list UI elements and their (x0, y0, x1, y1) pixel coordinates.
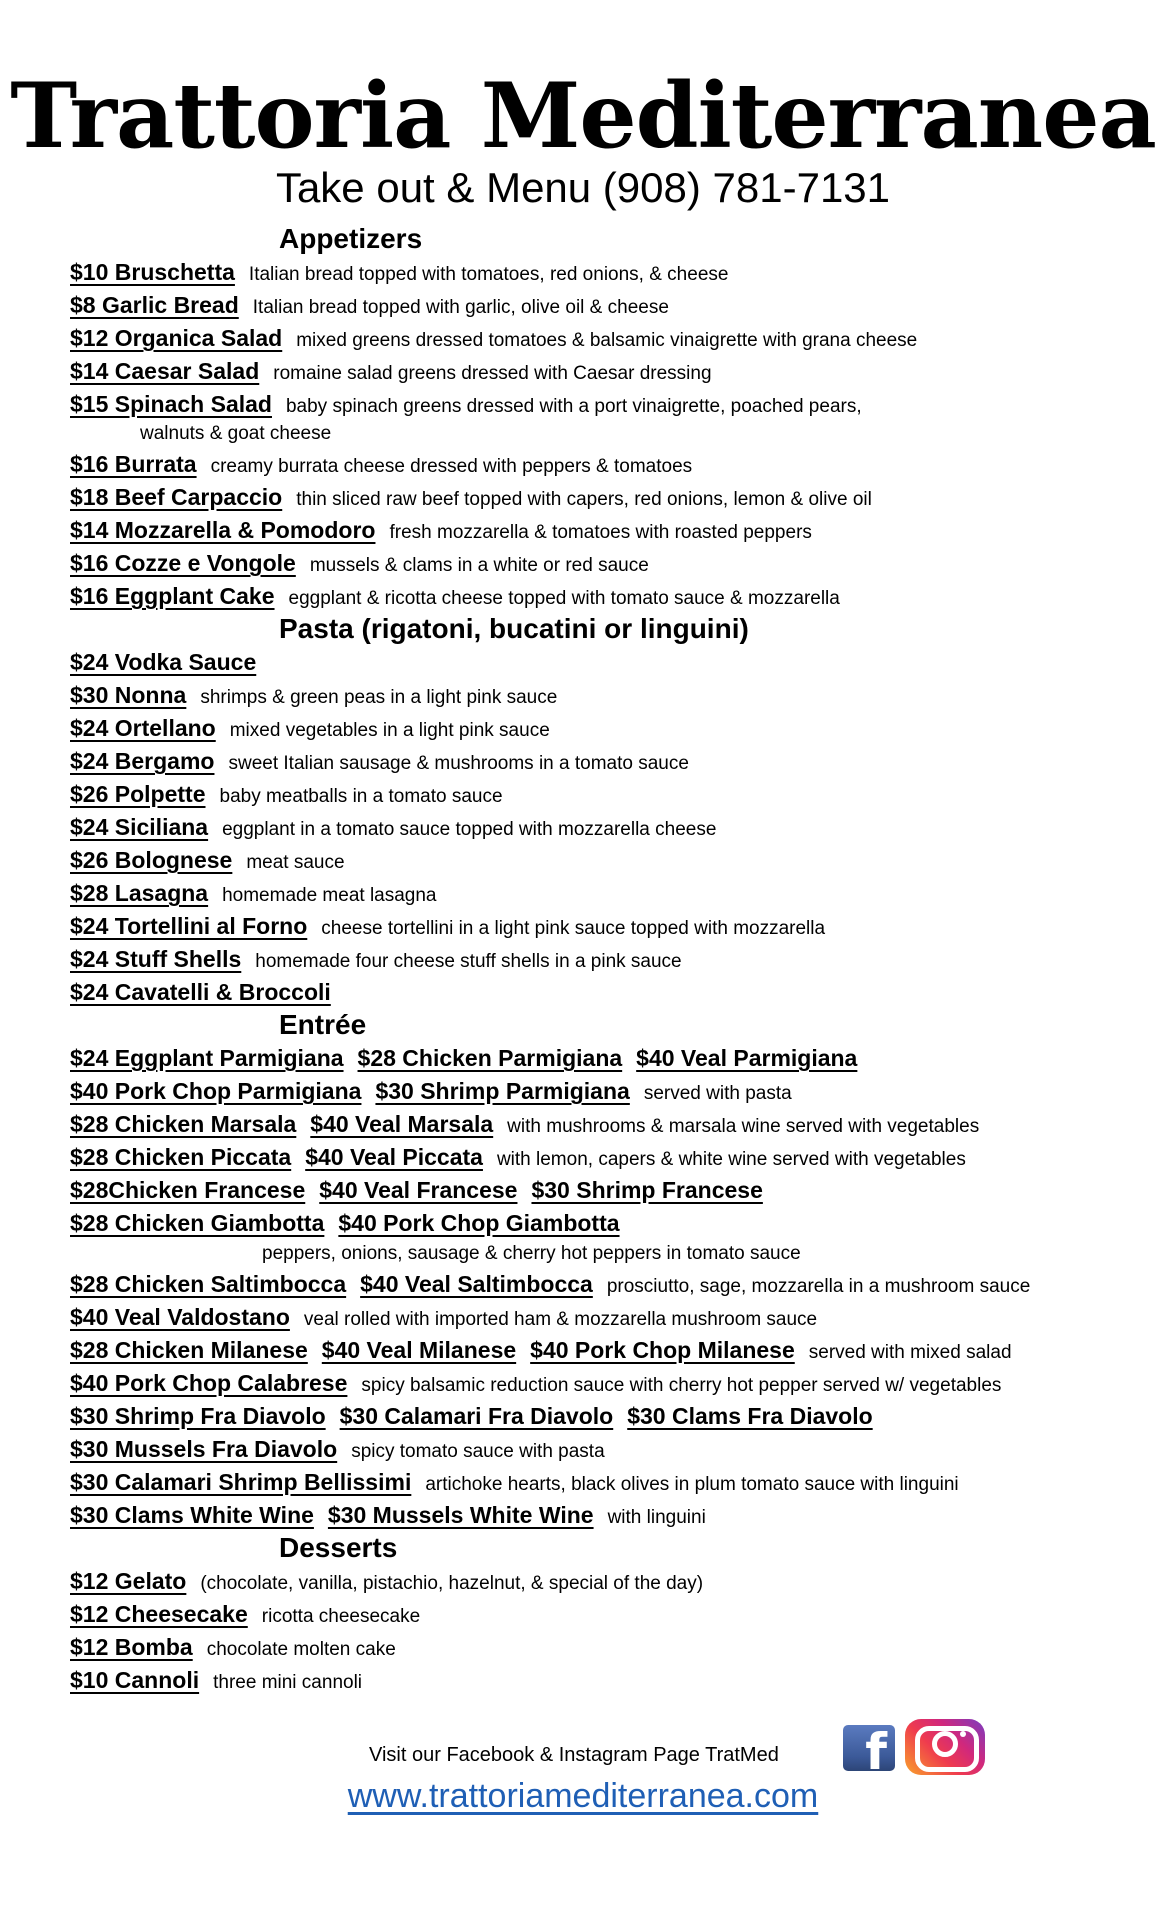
menu-line (70, 1075, 792, 1107)
menu-item-name-price: $30 Mussels White Wine (327, 1502, 594, 1528)
menu-item-description: three mini cannoli (213, 1672, 363, 1693)
menu-item-name-price: $40 Pork Chop Milanese (530, 1337, 795, 1363)
menu-line (70, 1631, 396, 1663)
menu-item-name-price: $24 Vodka Sauce (70, 649, 257, 675)
menu-item-name-price: $40 Veal Francese (319, 1177, 518, 1203)
menu-item-name-price: $24 Cavatelli & Broccoli (70, 979, 331, 1005)
menu-item-name-price: $40 Veal Milanese (321, 1337, 517, 1363)
menu-item-description: spicy tomato sauce with pasta (351, 1441, 605, 1462)
menu-item-description: mixed vegetables in a light pink sauce (229, 720, 550, 741)
menu-item-name-price: $24 Tortellini al Forno (70, 913, 308, 939)
menu-item-description: fresh mozzarella & tomatoes with roasted peppers (389, 522, 812, 543)
menu-item-name-price: $24 Siciliana (70, 814, 209, 840)
menu-item-name-price: $30 Calamari Fra Diavolo (339, 1403, 614, 1429)
menu-item-description: with lemon, capers & white wine served with vegetables (496, 1149, 966, 1170)
menu-line (70, 1565, 703, 1597)
menu-line (70, 1141, 966, 1173)
menu-line (70, 976, 345, 1008)
menu-item-description: artichoke hearts, black olives in plum tomato sauce with linguini (425, 1474, 959, 1495)
menu-line (70, 1499, 706, 1531)
menu-item-name-price: $15 Spinach Salad (70, 391, 272, 417)
menu-line (70, 481, 872, 513)
menu-item-name-price: $10 Cannoli (70, 1667, 200, 1693)
menu-item-description: served with mixed salad (808, 1342, 1012, 1363)
menu-line (70, 646, 270, 678)
menu-line (70, 355, 712, 387)
menu-item-description: romaine salad greens dressed with Caesar dressing (273, 363, 712, 384)
menu-item-name-price: $30 Nonna (70, 682, 187, 708)
menu-item-description: thin sliced raw beef topped with capers, red onions, lemon & olive oil (296, 489, 872, 510)
section-heading: Pasta (rigatoni, bucatini or linguini) (279, 613, 749, 644)
menu-item-name-price: $40 Pork Chop Giambotta (338, 1210, 620, 1236)
menu-line (262, 1238, 801, 1270)
menu-item-name-price: $30 Mussels Fra Diavolo (70, 1436, 338, 1462)
website-link[interactable]: www.trattoriamediterranea.com (347, 1777, 819, 1815)
menu-item-name-price: $28 Lasagna (70, 880, 209, 906)
menu-line (70, 1466, 959, 1498)
menu-item-name-price: $30 Shrimp Fra Diavolo (70, 1403, 326, 1429)
menu-line (70, 1174, 777, 1206)
menu-item-name-price: $8 Garlic Bread (70, 292, 239, 318)
menu-item-name-price: $26 Polpette (70, 781, 206, 807)
menu-line (70, 712, 550, 744)
menu-line (70, 256, 728, 288)
menu-line (70, 580, 840, 612)
menu-item-name-price: $26 Bolognese (70, 847, 233, 873)
menu-line (70, 388, 862, 420)
menu-item-name-price: $40 Pork Chop Parmigiana (70, 1078, 362, 1104)
instagram-icon[interactable] (905, 1719, 985, 1775)
menu-item-description: veal rolled with imported ham & mozzarella mushroom sauce (303, 1309, 818, 1330)
menu-item-description: spicy balsamic reduction sauce with cherry hot pepper served w/ vegetables (361, 1375, 1002, 1396)
facebook-glyph: f (865, 1725, 887, 1771)
menu-item-description: mussels & clams in a white or red sauce (309, 555, 649, 576)
menu-item-description: eggplant & ricotta cheese topped with tomato sauce & mozzarella (288, 588, 840, 609)
menu-line (70, 547, 649, 579)
menu-item-name-price: $12 Gelato (70, 1568, 187, 1594)
menu-item-name-price: $30 Clams Fra Diavolo (627, 1403, 873, 1429)
menu-item-description: creamy burrata cheese dressed with peppers & tomatoes (210, 456, 693, 477)
menu-item-name-price: $28 Chicken Milanese (70, 1337, 308, 1363)
menu-line (70, 1598, 420, 1630)
menu-item-description: with mushrooms & marsala wine served with vegetables (507, 1116, 980, 1137)
menu-item-description: shrimps & green peas in a light pink sauce (200, 687, 558, 708)
menu-item-name-price: $24 Eggplant Parmigiana (70, 1045, 344, 1071)
menu-item-description: baby spinach greens dressed with a port vinaigrette, poached pears, (285, 396, 862, 417)
menu-line (70, 322, 917, 354)
menu-item-description: chocolate molten cake (206, 1639, 396, 1660)
menu-item-description: with linguini (607, 1507, 706, 1528)
menu-item-name-price: $30 Clams White Wine (70, 1502, 314, 1528)
menu-item-name-price: $28 Chicken Saltimbocca (70, 1271, 347, 1297)
menu-line (70, 1268, 1030, 1300)
menu-line (70, 1207, 634, 1239)
menu-line (70, 514, 812, 546)
menu-item-name-price: $24 Ortellano (70, 715, 216, 741)
menu-line (70, 811, 716, 843)
menu-item-name-price: $40 Veal Valdostano (70, 1304, 290, 1330)
menu-item-name-price: $28Chicken Francese (70, 1177, 306, 1203)
menu-item-name-price: $14 Caesar Salad (70, 358, 260, 384)
menu-line (70, 1334, 1012, 1366)
menu-item-description: sweet Italian sausage & mushrooms in a tomato sauce (228, 753, 689, 774)
menu-line (70, 778, 503, 810)
menu-item-description: eggplant in a tomato sauce topped with mozzarella cheese (222, 819, 717, 840)
menu-item-name-price: $40 Veal Parmigiana (636, 1045, 858, 1071)
menu-line (70, 1108, 979, 1140)
menu-item-name-price: $16 Burrata (70, 451, 197, 477)
menu-item-name-price: $10 Bruschetta (70, 259, 235, 285)
menu-line (70, 1664, 362, 1696)
menu-line (70, 943, 682, 975)
menu-item-description: Italian bread topped with tomatoes, red onions, & cheese (248, 264, 729, 285)
instagram-icon-dot (960, 1731, 966, 1737)
menu-line (70, 1301, 817, 1333)
section-heading: Entrée (279, 1009, 367, 1040)
menu-item-description: meat sauce (246, 852, 345, 873)
menu-line (70, 679, 557, 711)
menu-line (70, 1400, 887, 1432)
menu-item-description: homemade meat lasagna (222, 885, 437, 906)
menu-item-description: served with pasta (643, 1083, 792, 1104)
menu-item-description: baby meatballs in a tomato sauce (219, 786, 503, 807)
menu-line (70, 289, 669, 321)
menu-item-name-price: $12 Organica Salad (70, 325, 283, 351)
menu-item-description: peppers, onions, sausage & cherry hot peppers in tomato sauce (262, 1243, 801, 1264)
menu-item-name-price: $40 Veal Saltimbocca (360, 1271, 593, 1297)
menu-line (70, 448, 692, 480)
menu-item-name-price: $30 Shrimp Francese (531, 1177, 763, 1203)
menu-item-name-price: $40 Veal Piccata (305, 1144, 483, 1170)
menu-item-name-price: $18 Beef Carpaccio (70, 484, 283, 510)
facebook-icon[interactable] (843, 1725, 895, 1771)
instagram-icon-lens (932, 1731, 958, 1757)
menu-item-description: prosciutto, sage, mozzarella in a mushroom sauce (606, 1276, 1031, 1297)
menu-item-name-price: $28 Chicken Marsala (70, 1111, 297, 1137)
menu-item-description: Italian bread topped with garlic, olive oil & cheese (252, 297, 669, 318)
menu-line (70, 910, 825, 942)
social-media-text: Visit our Facebook & Instagram Page TratMed (369, 1744, 779, 1766)
menu-item-description: homemade four cheese stuff shells in a pink sauce (255, 951, 682, 972)
takeout-phone-subtitle: Take out & Menu (908) 781-7131 (275, 164, 891, 211)
section-heading: Appetizers (279, 223, 423, 254)
menu-item-name-price: $28 Chicken Parmigiana (357, 1045, 623, 1071)
menu-item-name-price: $28 Chicken Giambotta (70, 1210, 325, 1236)
restaurant-title: Trattoria Mediterranea (10, 63, 1156, 169)
menu-line (70, 1042, 871, 1074)
menu-item-name-price: $16 Eggplant Cake (70, 583, 275, 609)
menu-line (140, 418, 331, 450)
menu-item-name-price: $16 Cozze e Vongole (70, 550, 296, 576)
menu-item-name-price: $28 Chicken Piccata (70, 1144, 292, 1170)
menu-line (70, 844, 345, 876)
menu-item-name-price: $12 Bomba (70, 1634, 193, 1660)
menu-item-name-price: $30 Calamari Shrimp Bellissimi (70, 1469, 412, 1495)
menu-line (70, 1367, 1001, 1399)
menu-item-description: ricotta cheesecake (261, 1606, 421, 1627)
menu-item-name-price: $12 Cheesecake (70, 1601, 248, 1627)
menu-item-name-price: $30 Shrimp Parmigiana (375, 1078, 630, 1104)
menu-item-name-price: $24 Bergamo (70, 748, 215, 774)
menu-line (70, 745, 689, 777)
section-heading: Desserts (279, 1532, 398, 1563)
menu-line (70, 877, 437, 909)
menu-item-description: (chocolate, vanilla, pistachio, hazelnut, & special of the day) (200, 1573, 704, 1594)
menu-line (70, 1433, 605, 1465)
menu-item-description: mixed greens dressed tomatoes & balsamic vinaigrette with grana cheese (296, 330, 918, 351)
menu-item-name-price: $14 Mozzarella & Pomodoro (70, 517, 376, 543)
menu-item-description: cheese tortellini in a light pink sauce topped with mozzarella (321, 918, 826, 939)
menu-item-name-price: $40 Pork Chop Calabrese (70, 1370, 348, 1396)
menu-item-name-price: $24 Stuff Shells (70, 946, 242, 972)
menu-item-name-price: $40 Veal Marsala (310, 1111, 494, 1137)
menu-item-description: walnuts & goat cheese (140, 423, 332, 444)
